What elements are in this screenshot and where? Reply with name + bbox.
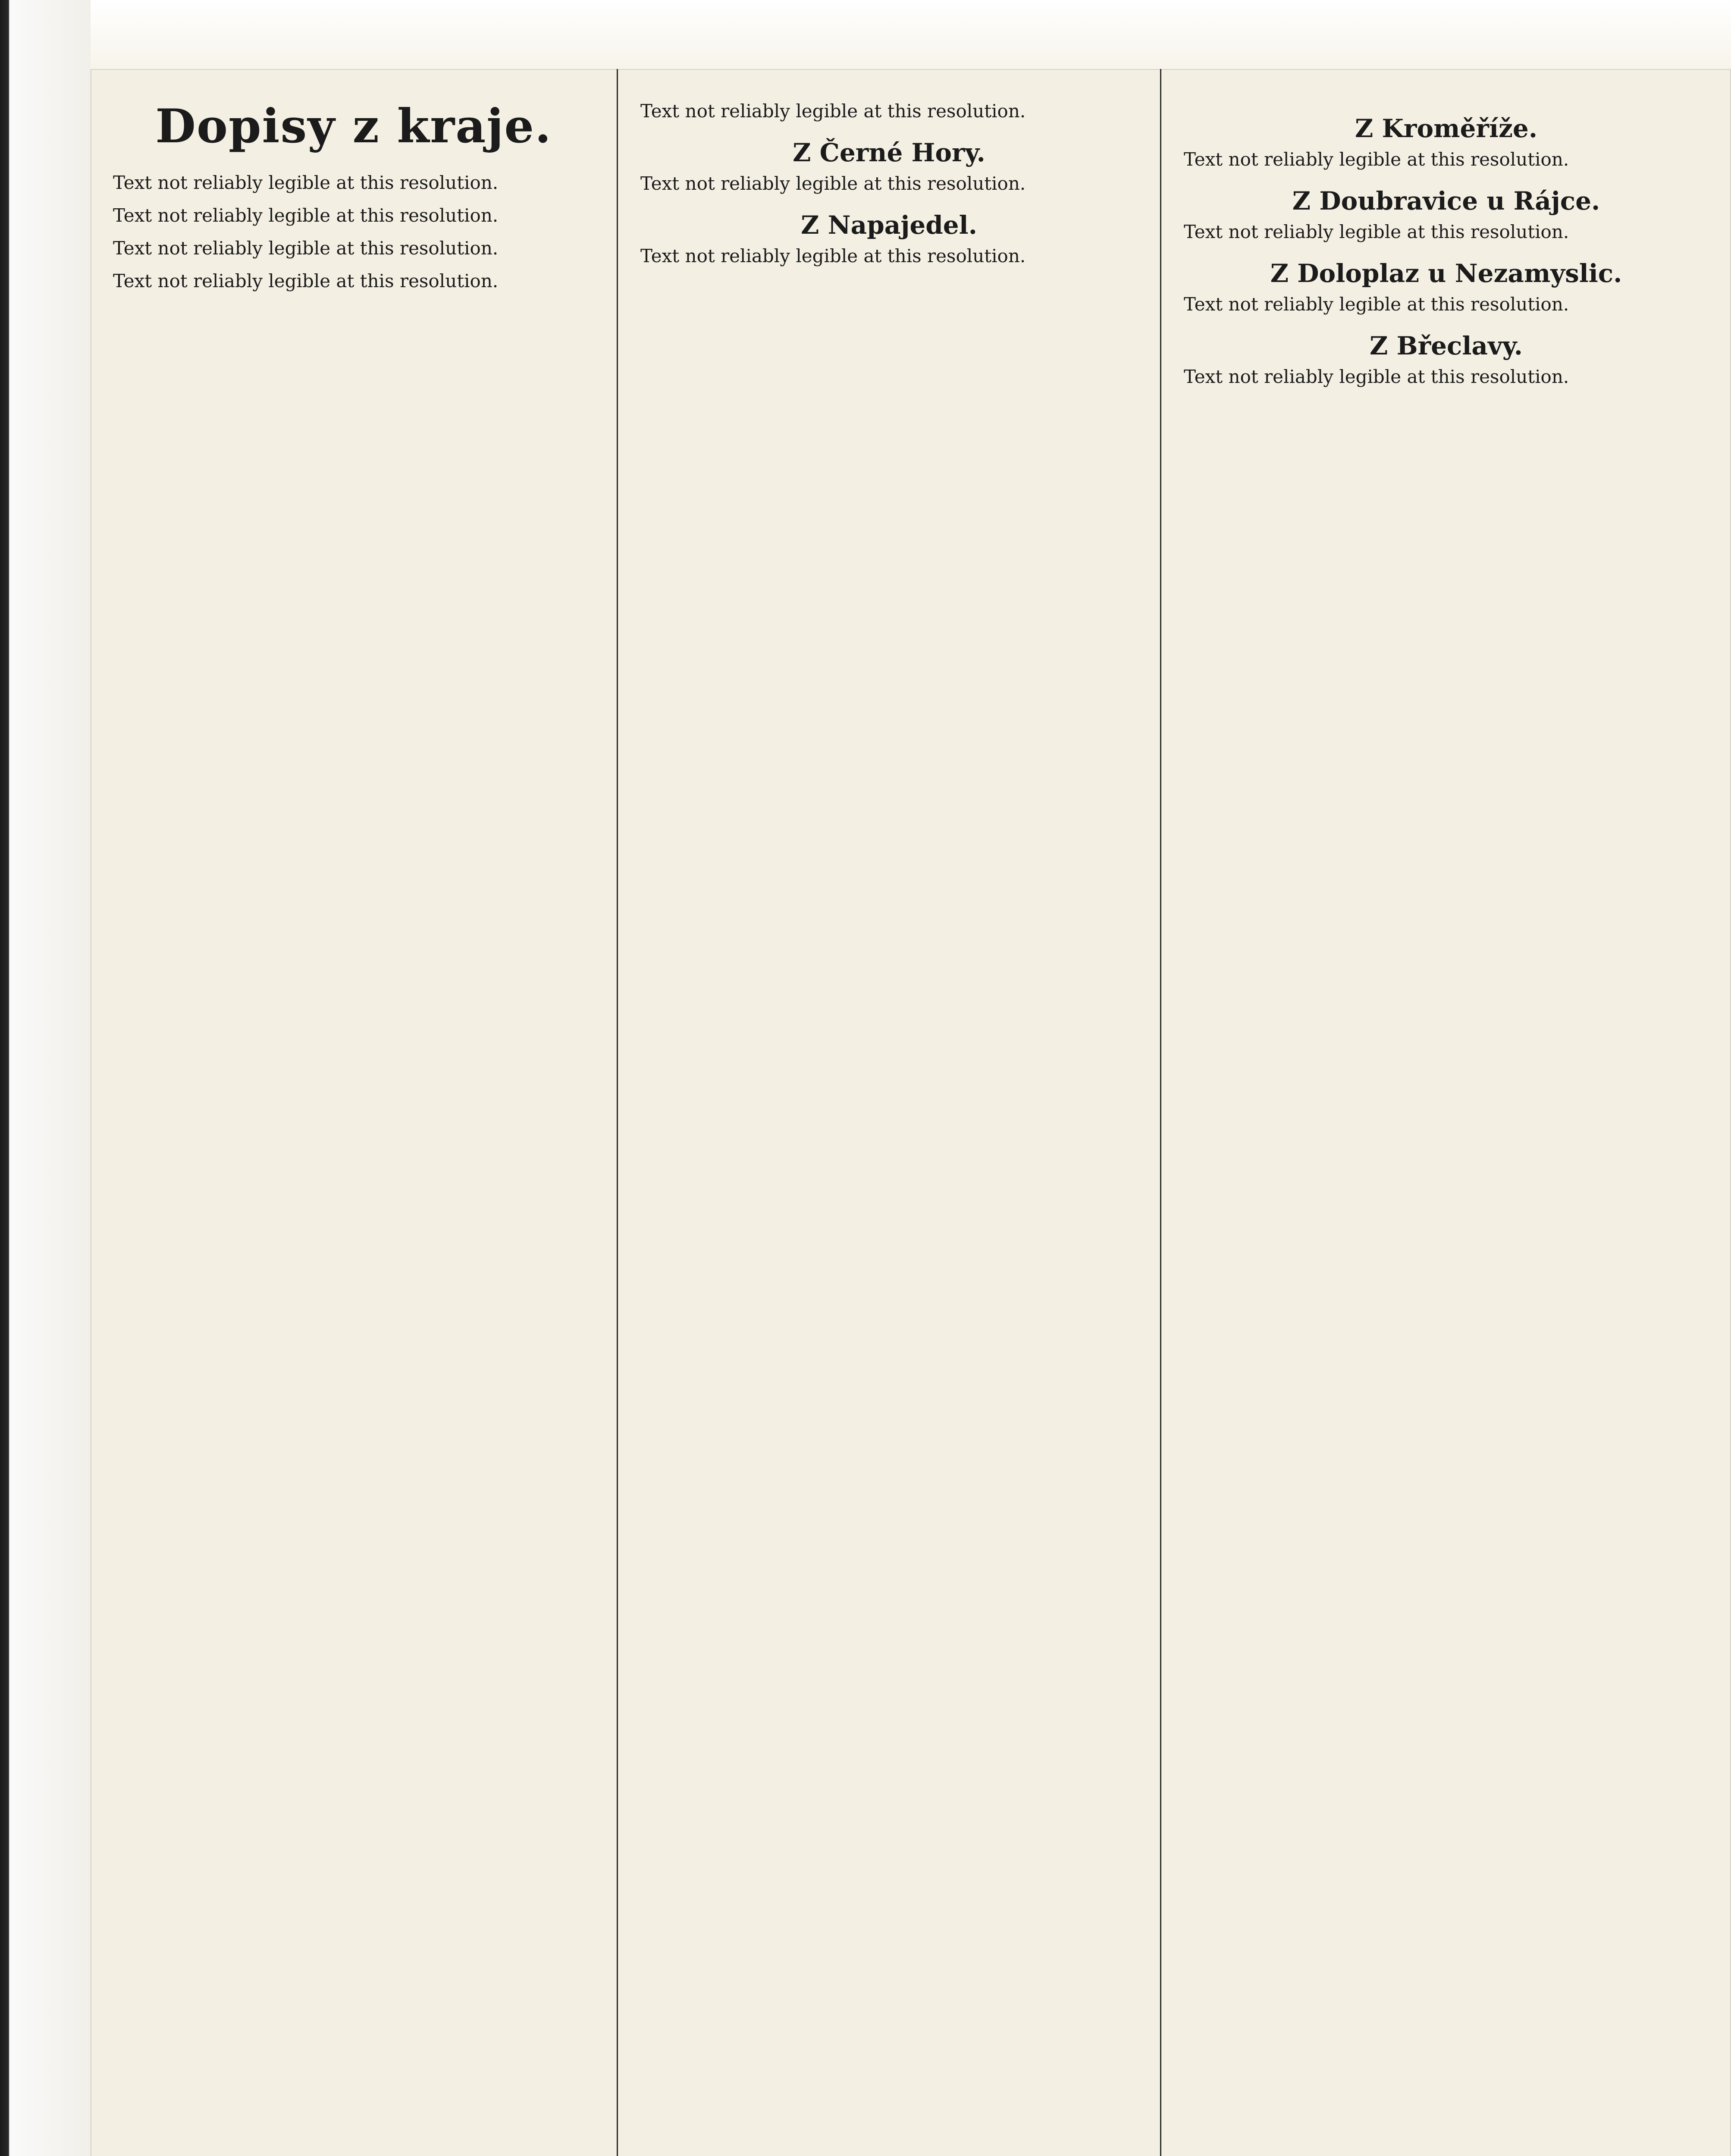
article-text: Text not reliably legible at this resolution. <box>640 245 1026 266</box>
page-title: Dopisy z kraje. <box>155 99 552 154</box>
article-text: Text not reliably legible at this resolution. <box>1184 149 1569 170</box>
section-title: Z Doubravice u Rájce. <box>1292 186 1600 216</box>
scan-edge-left <box>0 0 91 2156</box>
column-3-content <box>1184 114 1709 389</box>
section-title: Z Napajedel. <box>801 210 977 240</box>
scan-edge-top <box>0 0 1731 69</box>
newspaper-page <box>91 69 1731 2156</box>
section-title: Z Kroměříže. <box>1355 114 1538 143</box>
column-2-content <box>640 99 1138 268</box>
section-title: Z Doloplaz u Nezamyslic. <box>1270 259 1622 288</box>
column-3 <box>1160 69 1731 2156</box>
article-text: Text not reliably legible at this resolution. <box>113 172 499 193</box>
article-text: Text not reliably legible at this resolution. <box>113 238 499 259</box>
article-text: Text not reliably legible at this resolution. <box>113 205 499 226</box>
article-text: Text not reliably legible at this resolution. <box>113 270 499 291</box>
section-title: Z Břeclavy. <box>1370 331 1523 360</box>
column-1-content <box>113 171 594 293</box>
article-text: Text not reliably legible at this resolution. <box>1184 366 1569 387</box>
article-text: Text not reliably legible at this resolution. <box>1184 294 1569 315</box>
article-text: Text not reliably legible at this resolution. <box>640 100 1026 122</box>
column-1 <box>91 69 617 2156</box>
article-text: Text not reliably legible at this resolution. <box>640 173 1026 194</box>
section-title: Z Černé Hory. <box>793 138 985 167</box>
article-text: Text not reliably legible at this resolution. <box>1184 221 1569 242</box>
column-2 <box>617 69 1160 2156</box>
